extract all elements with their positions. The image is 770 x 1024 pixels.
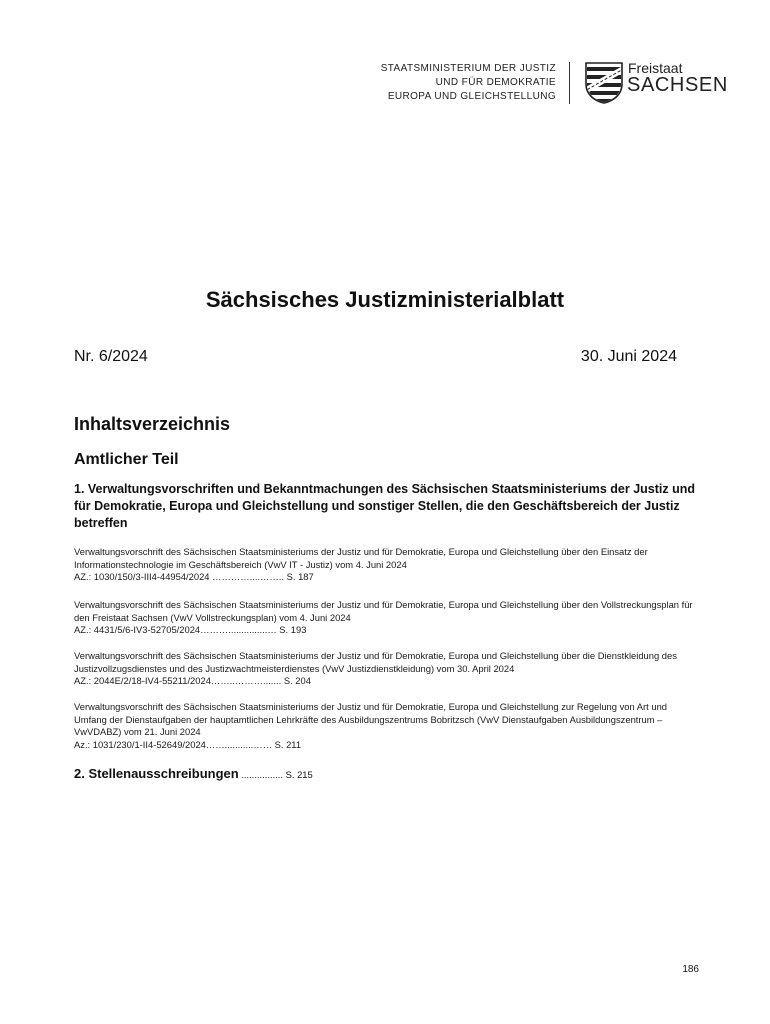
toc-entry <box>74 599 700 637</box>
logo-freistaat-text: Freistaat <box>628 60 683 76</box>
section-1-heading: 1. Verwaltungsvorschriften und Bekanntmachungen des Sächsischen Staatsministeriums der Justiz und für Demokratie, Europa und Gleichstellung und sonstiger Stellen, die den Geschäftsbereich der Justiz betreffen <box>74 482 695 530</box>
part-heading: Amtlicher Teil <box>74 451 179 468</box>
ministry-line: UND FÜR DEMOKRATIE <box>435 77 556 88</box>
section-2-page-ref: ................ S. 215 <box>238 769 313 780</box>
saxony-coat-of-arms-icon <box>585 62 623 104</box>
toc-entry <box>74 546 700 584</box>
section-2-label: 2. Stellenausschreibungen <box>74 766 239 781</box>
toc-entry-text: Verwaltungsvorschrift des Sächsischen Staatsministeriums der Justiz und für Demokratie, Europa und Gleichstellung über den Vollstreckungsplan für den Freistaat Sachsen (VwV Vollstreckungsplan) vom 4. Juni 2024 <box>74 599 693 623</box>
toc-entry <box>74 650 700 688</box>
toc-entry-text: Verwaltungsvorschrift des Sächsischen Staatsministeriums der Justiz und für Demokratie, Europa und Gleichstellung über den Einsatz der Informationstechnologie im Geschäftsbereich (VwV IT - Justiz) vom 4. Juni 2024 <box>74 546 648 570</box>
toc-heading: Inhaltsverzeichnis <box>74 414 231 434</box>
toc-entry-ref: AZ.: 1030/150/3-III4-44954/2024 …………....…….. S. 187 <box>74 571 314 582</box>
section-2-entry <box>74 765 313 783</box>
toc-entry-ref: Az.: 1031/230/1-II4-52649/2024……...........…… S. 211 <box>74 738 302 750</box>
issue-number: Nr. 6/2024 <box>74 348 148 365</box>
ministry-line: STAATSMINISTERIUM DER JUSTIZ <box>380 63 556 74</box>
ministry-line: EUROPA UND GLEICHSTELLUNG <box>387 91 556 102</box>
toc-entry-text: Verwaltungsvorschrift des Sächsischen Staatsministeriums der Justiz und für Demokratie, Europa und Gleichstellung über die Dienstkleidung des Justizvollzugsdienstes und des Justizwachtmeisterdienstes (VwV Justizdienstkleidung) vom 30. April 2024 <box>74 650 677 674</box>
document-title: Sächsisches Justizministerialblatt <box>205 287 565 312</box>
logo-sachsen-text: SACHSEN <box>627 74 728 96</box>
toc-entry-ref: AZ.: 4431/5/6-IV3-52705/2024………...............… S. 193 <box>74 624 307 635</box>
toc-entry-text: Verwaltungsvorschrift des Sächsischen Staatsministeriums der Justiz und für Demokratie, Europa und Gleichstellung zur Regelung von Art und Umfang der Dienstaufgaben der hauptamtlichen Lehrkräfte des Ausbildungszentrums Bobritzsch (VwV Dienstaufgaben Ausbildungszentrum – VwVDABZ) vom 21. Juni 2024 <box>74 701 668 737</box>
toc-entry <box>74 701 700 751</box>
page-number: 186 <box>682 964 699 975</box>
logo-divider <box>569 62 570 104</box>
issue-date: 30. Juni 2024 <box>580 348 677 365</box>
toc-entry-ref: AZ.: 2044E/2/18-IV4-55211/2024……..………....... S. 204 <box>74 675 311 686</box>
ministry-name <box>381 62 556 104</box>
